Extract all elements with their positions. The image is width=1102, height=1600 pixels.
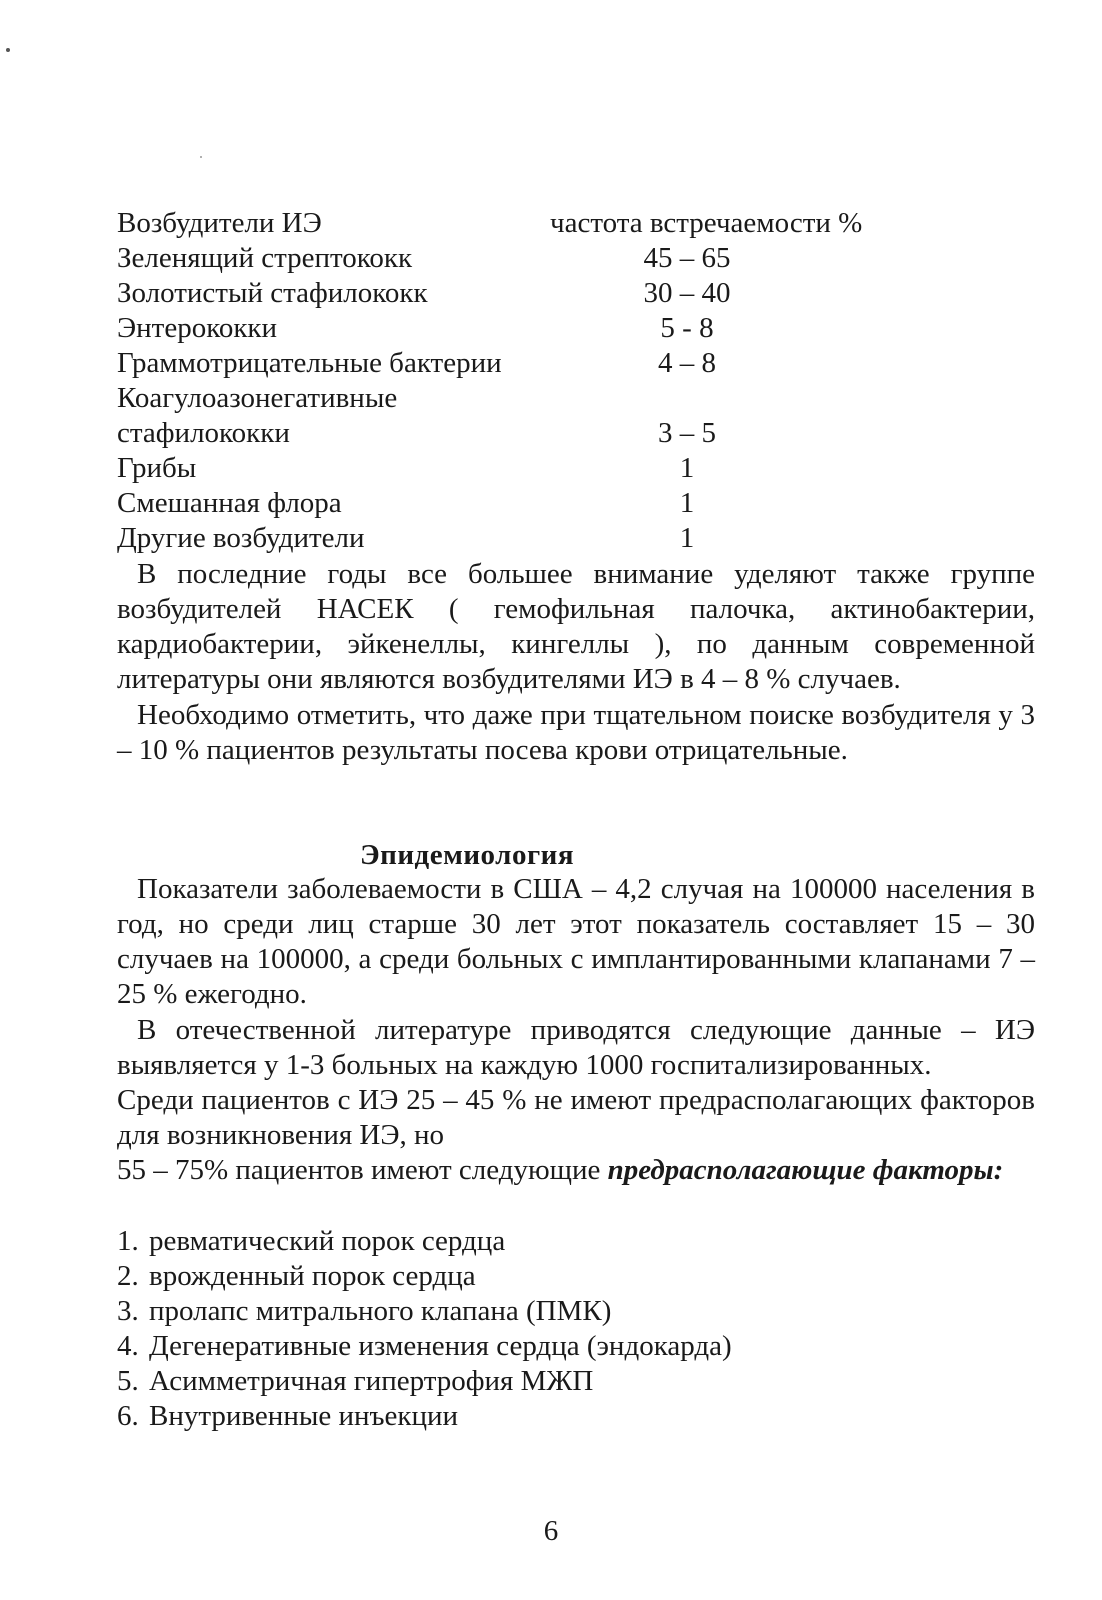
- list-text: Асимметричная гипертрофия МЖП: [149, 1365, 594, 1397]
- pathogen-frequency: 5 - 8: [660, 312, 714, 344]
- predisposing-intro-paragraph: [117, 1153, 1035, 1188]
- pathogen-name: Коагулоазонегативные: [117, 382, 398, 414]
- scan-speck: [200, 156, 202, 158]
- list-item: [117, 1259, 732, 1294]
- section-title-epidemiology: Эпидемиология: [359, 839, 575, 871]
- incidence-paragraph: Показатели заболеваемости в США – 4,2 случая на 100000 населения в год, но среди лиц старше 30 лет этот показатель составляет 15 – 30 случаев на 100000, а среди больных с имплантированными клапанами 7 – 25 % ежегодно.: [117, 873, 1035, 1010]
- pathogen-frequency: 1: [679, 522, 695, 554]
- predisposing-factors-emphasis: предрасполагающие факторы:: [607, 1154, 1004, 1186]
- list-number: 3.: [117, 1295, 139, 1327]
- pathogen-name: Энтерококки: [117, 312, 278, 344]
- pathogen-name: Смешанная флора: [117, 487, 342, 519]
- header-pathogens: Возбудители ИЭ: [117, 207, 322, 239]
- pathogen-name: Золотистый стафилококк: [117, 277, 428, 309]
- list-number: 2.: [117, 1260, 139, 1292]
- pathogens-table: [117, 206, 917, 556]
- table-header-row: [117, 206, 917, 241]
- header-frequency: частота встречаемости %: [550, 207, 863, 239]
- page-number: 6: [543, 1515, 559, 1547]
- list-number: 1.: [117, 1225, 139, 1257]
- table-row: [117, 311, 917, 346]
- table-row: [117, 521, 917, 556]
- list-text: Дегенеративные изменения сердца (эндокарда): [149, 1330, 732, 1362]
- hacek-paragraph: В последние годы все большее внимание уделяют также группе возбудителей НАСЕК ( гемофильная палочка, актинобактерии, кардиобактерии, эйкенеллы, кингеллы ), по данным современной литературы они являются возбудителями ИЭ в 4 – 8 % случаев.: [117, 558, 1035, 695]
- list-text: ревматический порок сердца: [149, 1225, 506, 1257]
- list-item: [117, 1364, 732, 1399]
- pathogen-frequency: 4 – 8: [658, 347, 716, 379]
- negative-culture-paragraph: Необходимо отметить, что даже при тщательном поиске возбудителя у 3 – 10 % пациентов результаты посева крови отрицательные.: [117, 699, 1035, 766]
- table-row: [117, 276, 917, 311]
- list-item: [117, 1329, 732, 1364]
- list-number: 5.: [117, 1365, 139, 1397]
- pathogen-frequency: 1: [679, 487, 695, 519]
- list-number: 4.: [117, 1330, 139, 1362]
- list-text: Внутривенные инъекции: [149, 1400, 459, 1432]
- pathogen-frequency: 45 – 65: [643, 242, 731, 274]
- list-item: [117, 1399, 732, 1434]
- pathogen-name: Другие возбудители: [117, 522, 365, 554]
- table-row: [117, 451, 917, 486]
- pathogen-name: Грибы: [117, 452, 197, 484]
- predisposing-intro-text: 55 – 75% пациентов имеют следующие: [117, 1154, 608, 1186]
- domestic-literature-paragraph: В отечественной литературе приводятся следующие данные – ИЭ выявляется у 1-3 больных на каждую 1000 госпитализированных.: [117, 1014, 1035, 1081]
- table-row: [117, 241, 917, 276]
- pathogen-frequency: 30 – 40: [643, 277, 731, 309]
- pathogen-name: Граммотрицательные бактерии: [117, 347, 502, 379]
- list-item: [117, 1224, 732, 1259]
- table-row: [117, 416, 917, 451]
- list-number: 6.: [117, 1400, 139, 1432]
- no-predisposing-paragraph: Среди пациентов с ИЭ 25 – 45 % не имеют предрасполагающих факторов для возникновения ИЭ, но: [117, 1084, 1035, 1151]
- scan-speck: [6, 48, 10, 52]
- pathogen-name: Зеленящий стрептококк: [117, 242, 413, 274]
- list-item: [117, 1294, 732, 1329]
- predisposing-factors-list: [117, 1224, 732, 1434]
- pathogen-name: стафилококки: [117, 417, 290, 449]
- pathogen-frequency: 1: [679, 452, 695, 484]
- table-row: [117, 381, 917, 416]
- list-text: пролапс митрального клапана (ПМК): [149, 1295, 612, 1327]
- pathogen-frequency: 3 – 5: [658, 417, 716, 449]
- table-row: [117, 346, 917, 381]
- list-text: врожденный порок сердца: [149, 1260, 476, 1292]
- table-row: [117, 486, 917, 521]
